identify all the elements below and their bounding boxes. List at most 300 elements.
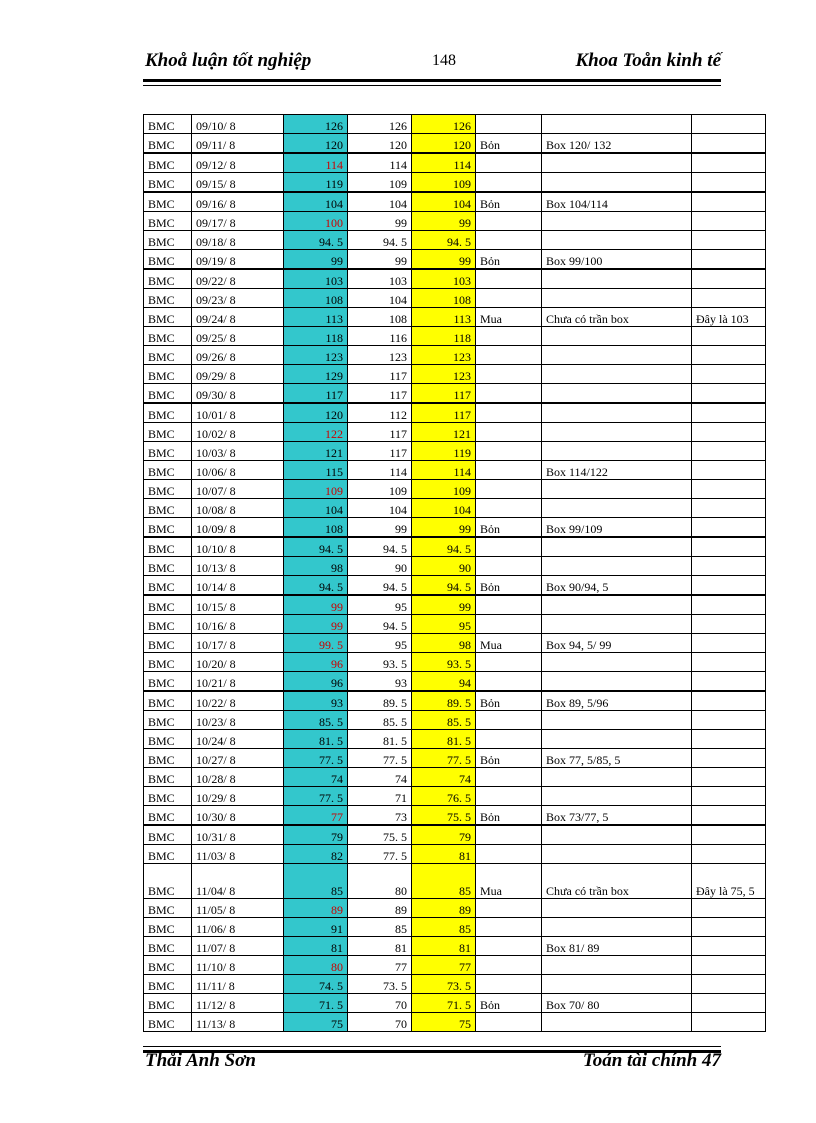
cell-action: Bỏn <box>476 806 542 826</box>
table-row <box>144 806 766 826</box>
cell-box <box>542 365 692 384</box>
cell-high: 99 <box>284 595 348 615</box>
cell-ticker: BMC <box>144 192 192 212</box>
cell-date: 09/23/ 8 <box>192 289 284 308</box>
cell-action: Bỏn <box>476 192 542 212</box>
cell-close: 75. 5 <box>412 806 476 826</box>
cell-low: 80 <box>348 864 412 899</box>
cell-high: 91 <box>284 918 348 937</box>
cell-low: 94. 5 <box>348 615 412 634</box>
cell-ticker: BMC <box>144 442 192 461</box>
cell-action <box>476 975 542 994</box>
cell-date: 10/22/ 8 <box>192 691 284 711</box>
cell-action <box>476 231 542 250</box>
cell-note <box>692 691 766 711</box>
cell-ticker: BMC <box>144 994 192 1013</box>
cell-ticker: BMC <box>144 749 192 768</box>
cell-note <box>692 480 766 499</box>
cell-note <box>692 327 766 346</box>
cell-high: 94. 5 <box>284 231 348 250</box>
cell-action: Bỏn <box>476 576 542 596</box>
cell-action <box>476 461 542 480</box>
cell-close: 104 <box>412 499 476 518</box>
cell-low: 103 <box>348 269 412 289</box>
cell-date: 09/12/ 8 <box>192 153 284 173</box>
cell-high: 108 <box>284 518 348 538</box>
cell-note <box>692 672 766 692</box>
table-row <box>144 937 766 956</box>
cell-high: 99. 5 <box>284 634 348 653</box>
table-row <box>144 576 766 596</box>
cell-note <box>692 518 766 538</box>
cell-high: 115 <box>284 461 348 480</box>
cell-close: 117 <box>412 384 476 404</box>
table-row <box>144 461 766 480</box>
cell-date: 10/07/ 8 <box>192 480 284 499</box>
cell-date: 10/28/ 8 <box>192 768 284 787</box>
cell-low: 90 <box>348 557 412 576</box>
cell-high: 99 <box>284 250 348 270</box>
cell-high: 104 <box>284 192 348 212</box>
cell-high: 71. 5 <box>284 994 348 1013</box>
cell-note <box>692 269 766 289</box>
cell-box <box>542 442 692 461</box>
cell-close: 79 <box>412 825 476 845</box>
cell-ticker: BMC <box>144 899 192 918</box>
header-faculty: Khoa Toån kinh tế <box>575 50 721 71</box>
cell-close: 103 <box>412 269 476 289</box>
cell-ticker: BMC <box>144 937 192 956</box>
cell-action <box>476 346 542 365</box>
cell-close: 81 <box>412 937 476 956</box>
cell-date: 10/30/ 8 <box>192 806 284 826</box>
cell-high: 96 <box>284 653 348 672</box>
cell-ticker: BMC <box>144 461 192 480</box>
cell-action <box>476 499 542 518</box>
cell-note <box>692 576 766 596</box>
cell-box <box>542 615 692 634</box>
table-row <box>144 403 766 423</box>
cell-note <box>692 845 766 864</box>
cell-action <box>476 672 542 692</box>
table-row <box>144 711 766 730</box>
cell-box <box>542 153 692 173</box>
cell-high: 85 <box>284 864 348 899</box>
cell-high: 119 <box>284 173 348 193</box>
cell-low: 73. 5 <box>348 975 412 994</box>
cell-high: 109 <box>284 480 348 499</box>
table-row <box>144 153 766 173</box>
cell-action: Bỏn <box>476 518 542 538</box>
cell-close: 73. 5 <box>412 975 476 994</box>
cell-low: 117 <box>348 384 412 404</box>
table-row <box>144 480 766 499</box>
cell-ticker: BMC <box>144 711 192 730</box>
cell-ticker: BMC <box>144 672 192 692</box>
cell-box: Box 99/109 <box>542 518 692 538</box>
cell-high: 118 <box>284 327 348 346</box>
cell-action <box>476 212 542 231</box>
cell-ticker: BMC <box>144 173 192 193</box>
cell-box <box>542 499 692 518</box>
cell-box: Box 120/ 132 <box>542 134 692 154</box>
cell-low: 94. 5 <box>348 537 412 557</box>
cell-low: 95 <box>348 595 412 615</box>
table-row <box>144 825 766 845</box>
cell-action <box>476 384 542 404</box>
cell-close: 93. 5 <box>412 653 476 672</box>
table-row <box>144 787 766 806</box>
header-rule-thick <box>143 79 721 82</box>
table-row <box>144 768 766 787</box>
cell-date: 09/22/ 8 <box>192 269 284 289</box>
cell-high: 121 <box>284 442 348 461</box>
cell-date: 10/02/ 8 <box>192 423 284 442</box>
cell-action: Bỏn <box>476 994 542 1013</box>
table-row <box>144 653 766 672</box>
cell-note <box>692 768 766 787</box>
cell-low: 104 <box>348 289 412 308</box>
cell-ticker: BMC <box>144 269 192 289</box>
cell-note <box>692 499 766 518</box>
table-row <box>144 730 766 749</box>
cell-action <box>476 653 542 672</box>
cell-close: 99 <box>412 518 476 538</box>
table-row <box>144 269 766 289</box>
cell-date: 09/29/ 8 <box>192 365 284 384</box>
cell-high: 94. 5 <box>284 537 348 557</box>
cell-ticker: BMC <box>144 845 192 864</box>
cell-action <box>476 918 542 937</box>
cell-ticker: BMC <box>144 825 192 845</box>
cell-close: 99 <box>412 212 476 231</box>
cell-box <box>542 327 692 346</box>
cell-date: 10/03/ 8 <box>192 442 284 461</box>
cell-box <box>542 825 692 845</box>
cell-note <box>692 346 766 365</box>
cell-ticker: BMC <box>144 480 192 499</box>
cell-box <box>542 918 692 937</box>
cell-date: 10/01/ 8 <box>192 403 284 423</box>
cell-high: 81. 5 <box>284 730 348 749</box>
cell-date: 10/15/ 8 <box>192 595 284 615</box>
cell-ticker: BMC <box>144 289 192 308</box>
cell-action <box>476 1013 542 1032</box>
cell-box: Box 104/114 <box>542 192 692 212</box>
cell-note <box>692 806 766 826</box>
table-row <box>144 956 766 975</box>
cell-high: 113 <box>284 308 348 327</box>
cell-close: 71. 5 <box>412 994 476 1013</box>
cell-action <box>476 115 542 134</box>
cell-action <box>476 937 542 956</box>
cell-date: 10/17/ 8 <box>192 634 284 653</box>
cell-action: Bỏn <box>476 691 542 711</box>
cell-action: Mua <box>476 308 542 327</box>
cell-close: 89 <box>412 899 476 918</box>
cell-note <box>692 994 766 1013</box>
cell-close: 95 <box>412 615 476 634</box>
cell-close: 118 <box>412 327 476 346</box>
cell-close: 113 <box>412 308 476 327</box>
table-row <box>144 1013 766 1032</box>
cell-low: 99 <box>348 212 412 231</box>
cell-note <box>692 537 766 557</box>
cell-date: 11/04/ 8 <box>192 864 284 899</box>
cell-high: 77 <box>284 806 348 826</box>
cell-close: 81. 5 <box>412 730 476 749</box>
cell-date: 10/27/ 8 <box>192 749 284 768</box>
cell-close: 94. 5 <box>412 537 476 557</box>
cell-ticker: BMC <box>144 499 192 518</box>
table-row <box>144 845 766 864</box>
cell-low: 117 <box>348 365 412 384</box>
cell-close: 81 <box>412 845 476 864</box>
cell-close: 94. 5 <box>412 576 476 596</box>
cell-date: 09/24/ 8 <box>192 308 284 327</box>
cell-action <box>476 480 542 499</box>
cell-high: 77. 5 <box>284 787 348 806</box>
cell-ticker: BMC <box>144 806 192 826</box>
cell-ticker: BMC <box>144 308 192 327</box>
cell-note <box>692 461 766 480</box>
cell-high: 75 <box>284 1013 348 1032</box>
cell-low: 73 <box>348 806 412 826</box>
cell-high: 114 <box>284 153 348 173</box>
cell-close: 104 <box>412 192 476 212</box>
cell-ticker: BMC <box>144 787 192 806</box>
cell-ticker: BMC <box>144 384 192 404</box>
cell-date: 11/13/ 8 <box>192 1013 284 1032</box>
cell-action: Mua <box>476 634 542 653</box>
table-row <box>144 231 766 250</box>
cell-high: 100 <box>284 212 348 231</box>
cell-ticker: BMC <box>144 768 192 787</box>
cell-high: 117 <box>284 384 348 404</box>
cell-high: 80 <box>284 956 348 975</box>
cell-date: 10/16/ 8 <box>192 615 284 634</box>
cell-high: 81 <box>284 937 348 956</box>
cell-close: 120 <box>412 134 476 154</box>
cell-close: 109 <box>412 480 476 499</box>
table-row <box>144 308 766 327</box>
cell-low: 99 <box>348 250 412 270</box>
cell-close: 85 <box>412 918 476 937</box>
cell-note <box>692 634 766 653</box>
cell-high: 89 <box>284 899 348 918</box>
cell-close: 85. 5 <box>412 711 476 730</box>
cell-ticker: BMC <box>144 327 192 346</box>
cell-note <box>692 595 766 615</box>
cell-box <box>542 173 692 193</box>
table-row <box>144 994 766 1013</box>
cell-ticker: BMC <box>144 231 192 250</box>
cell-action <box>476 269 542 289</box>
cell-high: 120 <box>284 403 348 423</box>
cell-low: 75. 5 <box>348 825 412 845</box>
cell-close: 77. 5 <box>412 749 476 768</box>
cell-close: 94. 5 <box>412 231 476 250</box>
cell-date: 11/07/ 8 <box>192 937 284 956</box>
cell-low: 117 <box>348 423 412 442</box>
table-row <box>144 192 766 212</box>
cell-action <box>476 557 542 576</box>
cell-note <box>692 442 766 461</box>
cell-close: 77 <box>412 956 476 975</box>
cell-note <box>692 153 766 173</box>
cell-ticker: BMC <box>144 423 192 442</box>
cell-high: 74 <box>284 768 348 787</box>
cell-action <box>476 153 542 173</box>
cell-close: 119 <box>412 442 476 461</box>
cell-close: 123 <box>412 365 476 384</box>
cell-note <box>692 937 766 956</box>
cell-action <box>476 956 542 975</box>
cell-box <box>542 787 692 806</box>
cell-note <box>692 134 766 154</box>
cell-date: 10/14/ 8 <box>192 576 284 596</box>
cell-action <box>476 403 542 423</box>
cell-high: 122 <box>284 423 348 442</box>
cell-note: Đây là 75, 5 <box>692 864 766 899</box>
cell-action <box>476 711 542 730</box>
cell-box <box>542 537 692 557</box>
cell-date: 09/15/ 8 <box>192 173 284 193</box>
cell-box <box>542 768 692 787</box>
cell-ticker: BMC <box>144 576 192 596</box>
cell-action <box>476 595 542 615</box>
cell-date: 11/05/ 8 <box>192 899 284 918</box>
cell-box <box>542 115 692 134</box>
cell-low: 114 <box>348 153 412 173</box>
cell-note <box>692 231 766 250</box>
cell-low: 85. 5 <box>348 711 412 730</box>
cell-low: 81 <box>348 937 412 956</box>
cell-action <box>476 825 542 845</box>
cell-box <box>542 1013 692 1032</box>
table-row <box>144 918 766 937</box>
cell-low: 126 <box>348 115 412 134</box>
cell-note <box>692 1013 766 1032</box>
table-row <box>144 134 766 154</box>
cell-date: 09/11/ 8 <box>192 134 284 154</box>
cell-close: 117 <box>412 403 476 423</box>
cell-low: 77 <box>348 956 412 975</box>
table-row <box>144 384 766 404</box>
table-row <box>144 518 766 538</box>
cell-close: 99 <box>412 595 476 615</box>
table-row <box>144 899 766 918</box>
cell-action <box>476 787 542 806</box>
cell-action <box>476 365 542 384</box>
cell-ticker: BMC <box>144 346 192 365</box>
page-number: 148 <box>432 52 456 69</box>
cell-date: 10/31/ 8 <box>192 825 284 845</box>
cell-ticker: BMC <box>144 518 192 538</box>
cell-low: 123 <box>348 346 412 365</box>
cell-date: 10/08/ 8 <box>192 499 284 518</box>
cell-box <box>542 595 692 615</box>
cell-date: 11/12/ 8 <box>192 994 284 1013</box>
cell-date: 11/03/ 8 <box>192 845 284 864</box>
table-row <box>144 749 766 768</box>
cell-box <box>542 845 692 864</box>
cell-close: 108 <box>412 289 476 308</box>
cell-action <box>476 768 542 787</box>
cell-box <box>542 956 692 975</box>
cell-low: 93 <box>348 672 412 692</box>
cell-note <box>692 423 766 442</box>
cell-date: 10/24/ 8 <box>192 730 284 749</box>
cell-low: 108 <box>348 308 412 327</box>
table-row <box>144 557 766 576</box>
cell-box: Chưa có trần box <box>542 864 692 899</box>
cell-low: 71 <box>348 787 412 806</box>
cell-ticker: BMC <box>144 134 192 154</box>
cell-date: 09/19/ 8 <box>192 250 284 270</box>
cell-low: 114 <box>348 461 412 480</box>
cell-close: 99 <box>412 250 476 270</box>
table-row <box>144 499 766 518</box>
table-row <box>144 537 766 557</box>
cell-high: 94. 5 <box>284 576 348 596</box>
cell-box <box>542 212 692 231</box>
table-row <box>144 115 766 134</box>
cell-date: 11/06/ 8 <box>192 918 284 937</box>
table-row <box>144 864 766 899</box>
cell-box: Box 89, 5/96 <box>542 691 692 711</box>
cell-date: 09/16/ 8 <box>192 192 284 212</box>
cell-ticker: BMC <box>144 115 192 134</box>
cell-low: 95 <box>348 634 412 653</box>
cell-close: 109 <box>412 173 476 193</box>
cell-high: 85. 5 <box>284 711 348 730</box>
cell-low: 116 <box>348 327 412 346</box>
cell-ticker: BMC <box>144 918 192 937</box>
cell-ticker: BMC <box>144 595 192 615</box>
cell-box <box>542 557 692 576</box>
cell-box <box>542 672 692 692</box>
price-table-body <box>144 115 766 1032</box>
cell-box <box>542 403 692 423</box>
cell-note <box>692 212 766 231</box>
cell-note <box>692 787 766 806</box>
cell-date: 10/13/ 8 <box>192 557 284 576</box>
cell-note: Đây là 103 <box>692 308 766 327</box>
cell-action: Bỏn <box>476 749 542 768</box>
cell-date: 09/25/ 8 <box>192 327 284 346</box>
cell-ticker: BMC <box>144 153 192 173</box>
cell-low: 85 <box>348 918 412 937</box>
cell-note <box>692 899 766 918</box>
cell-note <box>692 653 766 672</box>
cell-action: Bỏn <box>476 134 542 154</box>
cell-date: 09/26/ 8 <box>192 346 284 365</box>
cell-close: 114 <box>412 461 476 480</box>
cell-ticker: BMC <box>144 403 192 423</box>
cell-date: 10/21/ 8 <box>192 672 284 692</box>
cell-date: 10/06/ 8 <box>192 461 284 480</box>
cell-low: 117 <box>348 442 412 461</box>
cell-low: 104 <box>348 499 412 518</box>
cell-box <box>542 289 692 308</box>
cell-date: 11/11/ 8 <box>192 975 284 994</box>
cell-date: 11/10/ 8 <box>192 956 284 975</box>
cell-high: 82 <box>284 845 348 864</box>
cell-ticker: BMC <box>144 956 192 975</box>
cell-date: 10/20/ 8 <box>192 653 284 672</box>
cell-box: Box 73/77, 5 <box>542 806 692 826</box>
